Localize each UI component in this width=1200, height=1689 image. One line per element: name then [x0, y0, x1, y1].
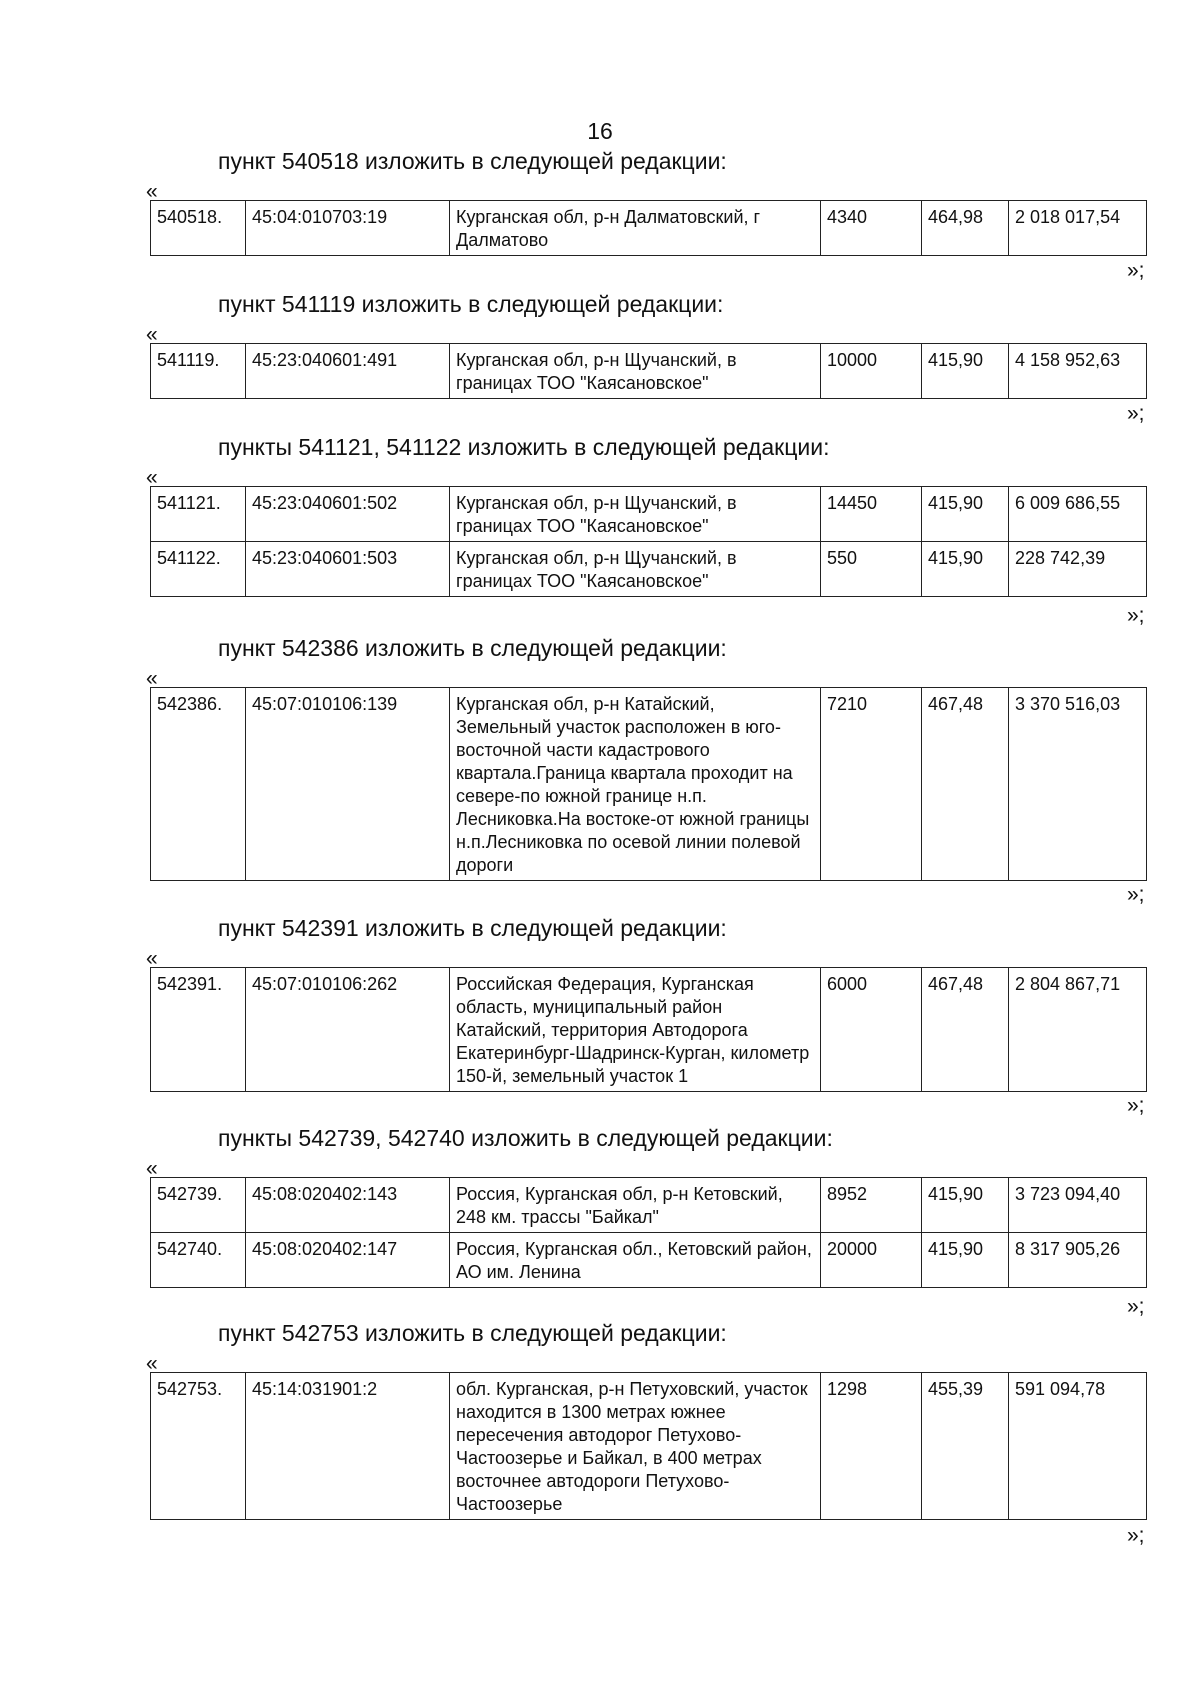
table-row — [151, 688, 1147, 881]
address: Россия, Курганская обл., Кетовский район, АО им. Ленина — [450, 1233, 821, 1288]
register-table — [150, 343, 1147, 399]
specific-value: 455,39 — [922, 1373, 1009, 1520]
item-number: 542739. — [151, 1178, 246, 1233]
specific-value: 415,90 — [922, 1178, 1009, 1233]
specific-value: 467,48 — [922, 688, 1009, 881]
table-row — [151, 201, 1147, 256]
table-row — [151, 1373, 1147, 1520]
specific-value: 415,90 — [922, 487, 1009, 542]
cadastral-number: 45:23:040601:502 — [246, 487, 450, 542]
area: 8952 — [821, 1178, 922, 1233]
item-number: 541121. — [151, 487, 246, 542]
cadastral-number: 45:14:031901:2 — [246, 1373, 450, 1520]
open-quote: « — [146, 667, 158, 690]
register-table — [150, 1177, 1147, 1288]
close-quote: »; — [1127, 259, 1145, 282]
page-number: 16 — [587, 118, 613, 144]
address: Российская Федерация, Курганская область, муниципальный район Катайский, территория Автодорога Екатеринбург-Шадринск-Курган, километр 150-й, земельный участок 1 — [450, 968, 821, 1092]
cadastral-number: 45:07:010106:139 — [246, 688, 450, 881]
item-number: 542753. — [151, 1373, 246, 1520]
section-title: пункт 540518 изложить в следующей редакции: — [218, 148, 727, 174]
register-table — [150, 687, 1147, 881]
cadastral-number: 45:23:040601:491 — [246, 344, 450, 399]
specific-value: 467,48 — [922, 968, 1009, 1092]
section-title: пункты 541121, 541122 изложить в следующей редакции: — [218, 434, 830, 460]
section-title: пункт 542386 изложить в следующей редакции: — [218, 635, 727, 661]
area: 6000 — [821, 968, 922, 1092]
register-table — [150, 1372, 1147, 1520]
area: 7210 — [821, 688, 922, 881]
item-number: 541119. — [151, 344, 246, 399]
close-quote: »; — [1127, 1094, 1145, 1117]
table-row — [151, 487, 1147, 542]
cadastral-number: 45:04:010703:19 — [246, 201, 450, 256]
address: Курганская обл, р-н Щучанский, в границах ТОО "Каясановское" — [450, 487, 821, 542]
open-quote: « — [146, 323, 158, 346]
cadastral-number: 45:08:020402:147 — [246, 1233, 450, 1288]
area: 550 — [821, 542, 922, 597]
cadastral-value: 3 370 516,03 — [1009, 688, 1147, 881]
section-title: пункт 542753 изложить в следующей редакции: — [218, 1320, 727, 1346]
table-row — [151, 968, 1147, 1092]
table-row — [151, 1178, 1147, 1233]
table-row — [151, 1233, 1147, 1288]
area: 4340 — [821, 201, 922, 256]
address: Россия, Курганская обл, р-н Кетовский, 248 км. трассы "Байкал" — [450, 1178, 821, 1233]
open-quote: « — [146, 466, 158, 489]
cadastral-number: 45:08:020402:143 — [246, 1178, 450, 1233]
close-quote: »; — [1127, 604, 1145, 627]
area: 20000 — [821, 1233, 922, 1288]
open-quote: « — [146, 947, 158, 970]
area: 10000 — [821, 344, 922, 399]
item-number: 542386. — [151, 688, 246, 881]
open-quote: « — [146, 1157, 158, 1180]
cadastral-value: 4 158 952,63 — [1009, 344, 1147, 399]
item-number: 542740. — [151, 1233, 246, 1288]
address: Курганская обл, р-н Щучанский, в границах ТОО "Каясановское" — [450, 542, 821, 597]
cadastral-value: 591 094,78 — [1009, 1373, 1147, 1520]
area: 14450 — [821, 487, 922, 542]
close-quote: »; — [1127, 402, 1145, 425]
close-quote: »; — [1127, 883, 1145, 906]
table-row — [151, 542, 1147, 597]
section-title: пункты 542739, 542740 изложить в следующей редакции: — [218, 1125, 833, 1151]
specific-value: 464,98 — [922, 201, 1009, 256]
open-quote: « — [146, 1352, 158, 1375]
section-title: пункт 541119 изложить в следующей редакции: — [218, 291, 724, 317]
cadastral-number: 45:23:040601:503 — [246, 542, 450, 597]
register-table — [150, 200, 1147, 256]
section-title: пункт 542391 изложить в следующей редакции: — [218, 915, 727, 941]
address: обл. Курганская, р-н Петуховский, участок находится в 1300 метрах южнее пересечения автодорог Петухово-Частоозерье и Байкал, в 400 метрах восточнее автодороги Петухово-Частоозерье — [450, 1373, 821, 1520]
cadastral-value: 2 018 017,54 — [1009, 201, 1147, 256]
cadastral-value: 2 804 867,71 — [1009, 968, 1147, 1092]
item-number: 541122. — [151, 542, 246, 597]
cadastral-value: 3 723 094,40 — [1009, 1178, 1147, 1233]
address: Курганская обл, р-н Далматовский, г Далматово — [450, 201, 821, 256]
register-table — [150, 486, 1147, 597]
item-number: 540518. — [151, 201, 246, 256]
close-quote: »; — [1127, 1295, 1145, 1318]
specific-value: 415,90 — [922, 344, 1009, 399]
cadastral-value: 228 742,39 — [1009, 542, 1147, 597]
cadastral-number: 45:07:010106:262 — [246, 968, 450, 1092]
register-table — [150, 967, 1147, 1092]
address: Курганская обл, р-н Катайский, Земельный участок расположен в юго-восточной части кадастрового квартала.Граница квартала проходит на севере-по южной границе н.п. Лесниковка.На востоке-от южной границы н.п.Лесниковка по осевой линии полевой дороги — [450, 688, 821, 881]
specific-value: 415,90 — [922, 542, 1009, 597]
address: Курганская обл, р-н Щучанский, в границах ТОО "Каясановское" — [450, 344, 821, 399]
specific-value: 415,90 — [922, 1233, 1009, 1288]
cadastral-value: 6 009 686,55 — [1009, 487, 1147, 542]
item-number: 542391. — [151, 968, 246, 1092]
close-quote: »; — [1127, 1524, 1145, 1547]
table-row — [151, 344, 1147, 399]
cadastral-value: 8 317 905,26 — [1009, 1233, 1147, 1288]
area: 1298 — [821, 1373, 922, 1520]
open-quote: « — [146, 180, 158, 203]
